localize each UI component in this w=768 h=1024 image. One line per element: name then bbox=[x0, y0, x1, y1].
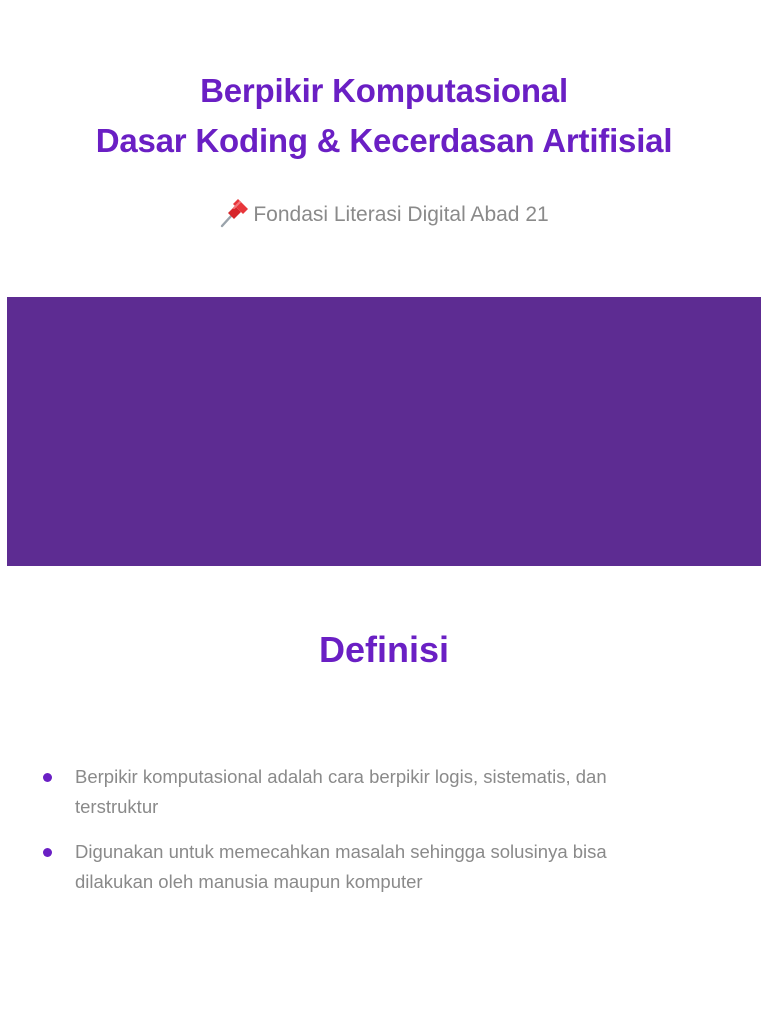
bullet-dot-icon bbox=[43, 773, 52, 782]
subtitle-text: Fondasi Literasi Digital Abad 21 bbox=[253, 203, 549, 226]
title-line-1: Berpikir Komputasional bbox=[200, 72, 568, 109]
list-item-text: Berpikir komputasional adalah cara berpikir logis, sistematis, dan terstruktur bbox=[75, 766, 607, 817]
pushpin-icon bbox=[219, 198, 249, 228]
bullet-dot-icon bbox=[43, 848, 52, 857]
subtitle bbox=[0, 198, 768, 231]
definition-list bbox=[42, 762, 682, 912]
section-heading: Definisi bbox=[318, 629, 450, 670]
list-item bbox=[42, 762, 682, 822]
page-title bbox=[0, 66, 768, 166]
list-item-text: Digunakan untuk memecahkan masalah sehingga solusinya bisa dilakukan oleh manusia maupun komputer bbox=[75, 841, 607, 892]
title-line-2: Dasar Koding & Kecerdasan Artifisial bbox=[95, 122, 673, 159]
banner bbox=[7, 297, 761, 566]
list-item bbox=[42, 837, 682, 897]
